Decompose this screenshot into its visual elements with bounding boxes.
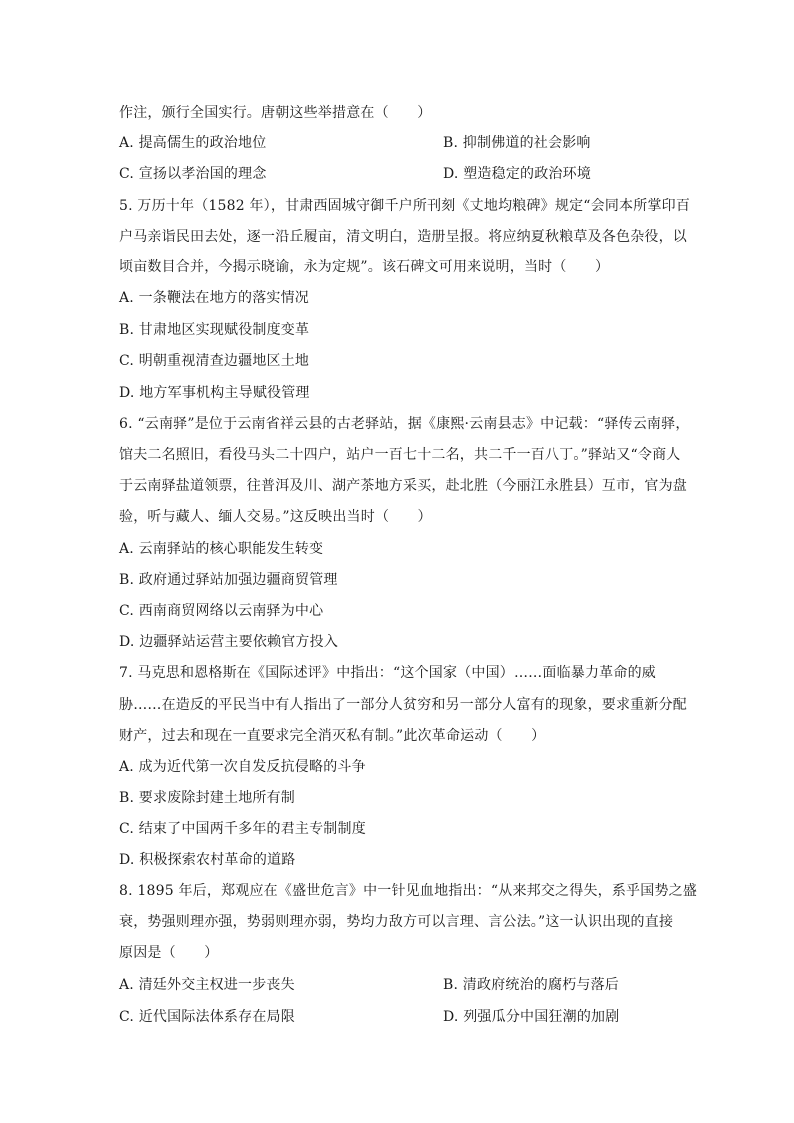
q5-option-b: B. 甘肃地区实现赋役制度变革 <box>119 322 310 338</box>
q6-stem-line-4: 验，听与藏人、缅人交易。”这反映出当时（ ） <box>119 509 432 525</box>
q7-option-d: D. 积极探索农村革命的道路 <box>119 852 296 868</box>
q4-option-c: C. 宣扬以孝治国的理念 <box>119 166 267 182</box>
q6-option-a: A. 云南驿站的核心职能发生转变 <box>119 541 324 557</box>
q8-stem-line-1: 8. 1895 年后，郑观应在《盛世危言》中一针见血地指出：“从来邦交之得失，系乎国势之盛 <box>119 883 698 899</box>
q6-stem-line-3: 于云南驿盐道领票，往普洱及川、湖产茶地方采买，赴北胜（今丽江永胜县）互市，官为盘 <box>119 478 687 494</box>
q7-option-c: C. 结束了中国两千多年的君主专制制度 <box>119 821 366 837</box>
q4-option-b: B. 抑制佛道的社会影响 <box>443 135 591 151</box>
q6-option-d: D. 边疆驿站运营主要依赖官方投入 <box>119 634 339 650</box>
q4-option-d: D. 塑造稳定的政治环境 <box>443 166 592 182</box>
q6-option-b: B. 政府通过驿站加强边疆商贸管理 <box>119 572 338 588</box>
q6-stem-line-1: 6. “云南驿”是位于云南省祥云县的古老驿站，据《康熙·云南县志》中记载：“驿传云南驿， <box>119 416 690 432</box>
q6-option-c: C. 西南商贸网络以云南驿为中心 <box>119 603 324 619</box>
q7-option-a: A. 成为近代第一次自发反抗侵略的斗争 <box>119 759 366 775</box>
q7-option-b: B. 要求废除封建土地所有制 <box>119 790 295 806</box>
q7-stem-line-2: 胁……在造反的平民当中有人指出了一部分人贫穷和另一部分人富有的现象，要求重新分配 <box>119 697 687 713</box>
q5-stem-line-3: 顷亩数目合并，今揭示晓谕，永为定规”。该石碑文可用来说明，当时（ ） <box>119 259 610 275</box>
q8-option-a: A. 清廷外交主权进一步丧失 <box>119 977 295 993</box>
q7-stem-line-1: 7. 马克思和恩格斯在《国际述评》中指出：“这个国家（中国）……面临暴力革命的威 <box>119 665 656 681</box>
q5-option-a: A. 一条鞭法在地方的落实情况 <box>119 290 310 306</box>
q4-stem-tail: 作注，颁行全国实行。唐朝这些举措意在（ ） <box>119 105 432 121</box>
q8-option-c: C. 近代国际法体系存在局限 <box>119 1009 295 1025</box>
q8-stem-line-2: 衰，势强则理亦强，势弱则理亦弱，势均力敌方可以言理、言公法。”这一认识出现的直接 <box>119 914 674 930</box>
q5-stem-line-2: 户马亲诣民田去处，逐一沿丘履亩，清文明白，造册呈报。将应纳夏秋粮草及各色杂役，以 <box>119 229 687 245</box>
q4-option-a: A. 提高儒生的政治地位 <box>119 135 267 151</box>
q8-stem-line-3: 原因是（ ） <box>119 945 219 961</box>
q5-stem-line-1: 5. 万历十年（1582 年），甘肃西固城守御千户所刊刻《丈地均粮碑》规定“会同本所掌印百 <box>119 198 691 214</box>
q5-option-d: D. 地方军事机构主导赋役管理 <box>119 385 310 401</box>
q7-stem-line-3: 财产，过去和现在一直要求完全消灭私有制。”此次革命运动（ ） <box>119 728 546 744</box>
q8-option-b: B. 清政府统治的腐朽与落后 <box>443 977 619 993</box>
q6-stem-line-2: 馆夫二名照旧，看役马头二十四户，站户一百七十二名，共二千一百八丁。”驿站又“令商人 <box>119 447 681 463</box>
q5-option-c: C. 明朝重视清查边疆地区土地 <box>119 353 310 369</box>
q8-option-d: D. 列强瓜分中国狂潮的加剧 <box>443 1009 620 1025</box>
